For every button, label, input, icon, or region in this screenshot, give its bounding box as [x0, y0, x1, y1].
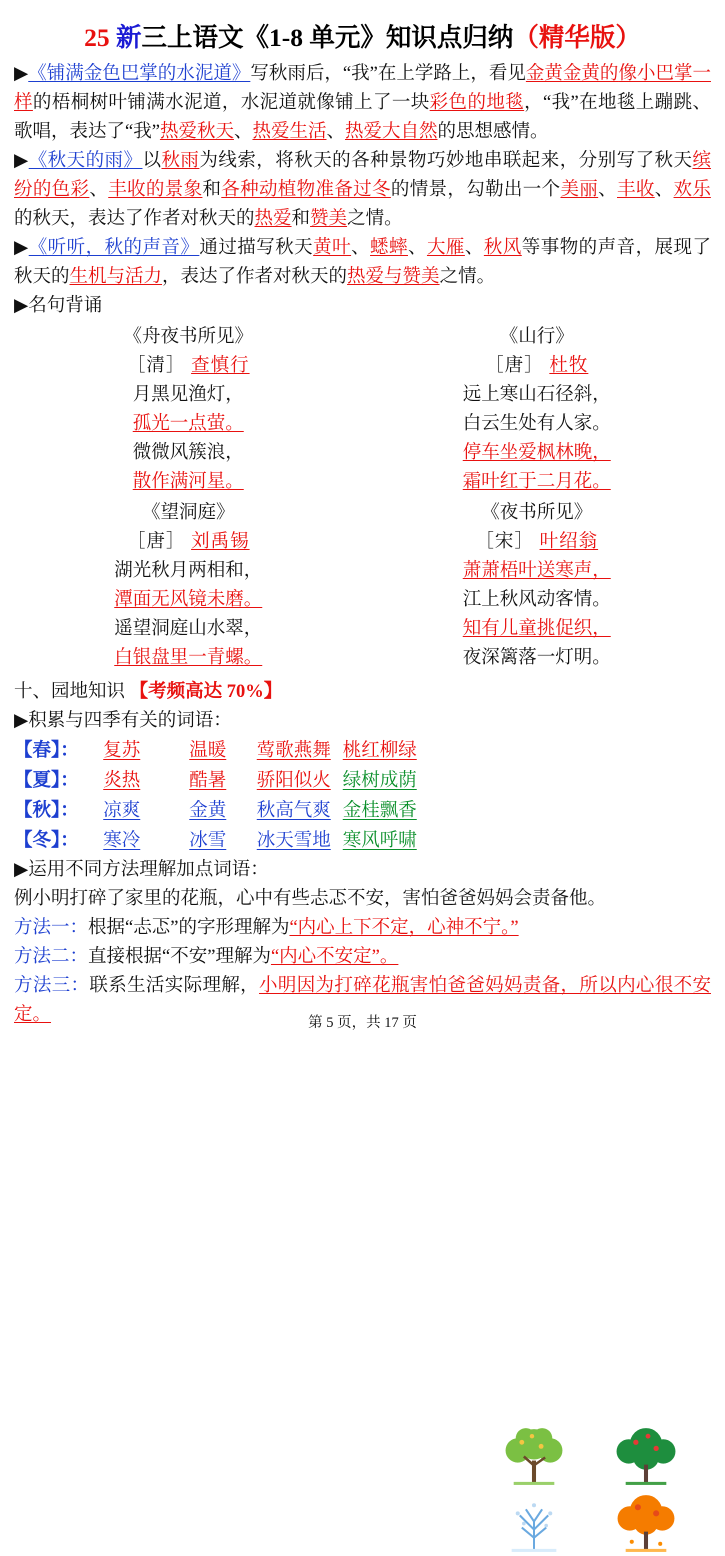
season-word: 莺歌燕舞	[256, 741, 331, 761]
text-segment: 热爱秋天	[159, 122, 234, 142]
tree-autumn-icon	[591, 1491, 701, 1556]
poem-title: 《望洞庭》	[141, 503, 235, 523]
poem-line: 散作满河星。	[132, 472, 244, 492]
poem-author-line	[363, 352, 712, 381]
title-part3: （精华版）	[513, 23, 641, 52]
tree-spring-icon	[479, 1424, 589, 1489]
text-segment: 、	[233, 122, 253, 142]
season-word: 绿树成荫	[342, 771, 417, 791]
recite-heading: ▶名句背诵	[14, 296, 103, 316]
poem-dynasty: 宋	[494, 532, 515, 552]
poems-row-2	[14, 499, 711, 673]
poem-line: 微微风簇浪，	[132, 443, 244, 463]
text-segment: 等事物的声音，展现了秋天的	[14, 238, 711, 287]
text-segment: 热爱大自然	[345, 122, 438, 142]
method-quoted: 小明因为打碎花瓶害怕爸爸妈妈责备，所以内心很不安定。	[14, 976, 711, 1025]
season-row	[14, 766, 711, 796]
text-segment: 、	[654, 180, 674, 200]
season-word: 寒风呼啸	[342, 831, 417, 851]
page-footer: 第 5 页，共 17 页	[308, 1015, 417, 1031]
bracket-close: ］	[514, 532, 534, 552]
methods-heading: ▶运用不同方法理解加点词语：	[14, 860, 269, 880]
text-segment: 蟋蟀	[370, 238, 408, 258]
poem-author: 杜牧	[549, 356, 589, 376]
text-segment: ，表达了作者对秋天的	[162, 267, 348, 287]
badge-close: 】	[263, 682, 283, 702]
poem-boat-night	[14, 323, 363, 497]
text-segment: 金黄金黄的	[525, 64, 619, 84]
method-label: 方法三：	[14, 976, 90, 996]
poem-dynasty: 唐	[504, 356, 525, 376]
text-segment: 丰收的景象	[108, 180, 203, 200]
season-row	[14, 736, 711, 766]
season-word: 桃红柳绿	[342, 741, 417, 761]
text-segment: 通过描写秋天	[199, 238, 314, 258]
section-10-title: 十、园地知识	[14, 682, 126, 702]
poem-line: 白云生处有人家。	[462, 414, 611, 434]
text-segment: 和	[291, 209, 311, 229]
document-page	[0, 18, 725, 1042]
poem-line: 霜叶红于二月花。	[462, 472, 611, 492]
text-segment: 、	[89, 180, 109, 200]
paragraph-autumn-sound	[14, 234, 711, 292]
season-word: 炎热	[103, 771, 141, 791]
text-segment: 和	[202, 180, 222, 200]
season-label: 【夏】：	[14, 771, 79, 791]
poem-title: 《夜书所见》	[481, 503, 593, 523]
tree-summer	[591, 1424, 701, 1489]
title-number: 25	[84, 23, 110, 52]
poem-line: 知有儿童挑促织，	[462, 619, 611, 639]
paragraph-cement-road	[14, 60, 711, 147]
poem-line: 远上寒山石径斜，	[462, 385, 611, 405]
poem-author: 叶绍翁	[539, 532, 599, 552]
method-text: 根据“忐忑”的字形理解为	[88, 918, 290, 938]
method-quoted: “内心不安定”。	[270, 947, 399, 967]
text-segment: 的梧桐树叶铺满水泥道，水泥道就像铺上了一块	[32, 93, 430, 113]
bracket-open: ［	[475, 532, 495, 552]
text-segment: ▶	[14, 238, 29, 258]
bracket-open: ［	[485, 356, 505, 376]
poem-author: 查慎行	[191, 356, 250, 376]
text-segment: 的思想感情。	[437, 122, 549, 142]
text-segment: 之情。	[439, 267, 496, 287]
poem-title: 《舟夜书所见》	[123, 327, 253, 347]
poem-author: 刘禹锡	[191, 532, 250, 552]
poem-line: 夜深篱落一灯明。	[462, 648, 611, 668]
tree-summer-icon	[591, 1424, 701, 1489]
season-word: 冰雪	[189, 831, 227, 851]
poem-line: 停车坐爱枫林晚，	[462, 443, 611, 463]
poems-row-1	[14, 323, 711, 497]
season-word: 复苏	[103, 741, 141, 761]
poem-line: 潭面无风镜未磨。	[114, 590, 263, 610]
page-title	[0, 18, 725, 54]
text-segment: 、	[464, 238, 484, 258]
season-word: 秋高气爽	[256, 801, 331, 821]
text-segment: 热爱与赞美	[347, 267, 440, 287]
four-season-trees-image	[479, 1424, 701, 1556]
season-word: 凉爽	[103, 801, 141, 821]
poem-dynasty: 唐	[146, 532, 166, 552]
text-segment: 秋雨	[161, 151, 200, 171]
season-row	[14, 826, 711, 856]
text-segment: 缤纷的色彩	[14, 151, 711, 200]
method-quoted: “内心上下不定，心神不宁。”	[289, 918, 519, 938]
text-segment: 的情景，勾勒出一个	[390, 180, 561, 200]
tree-spring	[479, 1424, 589, 1489]
method-line	[14, 943, 711, 972]
season-label: 【冬】：	[14, 831, 79, 851]
text-segment: 、	[326, 122, 345, 142]
text-segment: 之情。	[347, 209, 403, 229]
poem-author-line	[14, 528, 363, 557]
text-segment: 大雁	[426, 238, 465, 258]
text-segment: 生机与活力	[69, 267, 163, 287]
tree-autumn	[591, 1491, 701, 1556]
poem-line: 遥望洞庭山水翠，	[114, 619, 263, 639]
poem-mountain-trip	[363, 323, 712, 497]
text-segment: ▶	[14, 64, 29, 84]
bracket-open: ［	[126, 356, 147, 376]
text-segment: ，“我”在地毯上蹦跳、歌唱，表达了“我”	[14, 93, 711, 142]
text-segment: 秋风	[483, 238, 522, 258]
text-segment: ▶	[14, 151, 29, 171]
text-segment: 像小巴掌一样	[14, 64, 711, 113]
text-segment: 的秋天，表达了作者对秋天的	[14, 209, 255, 229]
poem-line: 江上秋风动客情。	[462, 590, 611, 610]
title-part2: 三上语文《1-8 单元》知识点归纳	[141, 23, 514, 52]
poem-line: 萧萧梧叶送寒声，	[462, 561, 611, 581]
text-segment: 丰收	[617, 180, 655, 200]
text-segment: 《听听，秋的声音》	[28, 238, 200, 258]
tree-winter-icon	[479, 1491, 589, 1556]
bracket-close: ］	[524, 356, 544, 376]
season-sub-heading: ▶积累与四季有关的词语：	[14, 711, 232, 731]
season-label: 【秋】：	[14, 801, 79, 821]
title-part1: 新	[115, 23, 142, 52]
bracket-close: ］	[165, 356, 186, 376]
section-10-heading	[14, 677, 711, 707]
document-body	[0, 60, 725, 1030]
poem-line: 孤光一点萤。	[132, 414, 244, 434]
text-segment: 以	[142, 151, 162, 171]
status-badge: 考频高达 70%	[148, 682, 264, 702]
poem-title: 《山行》	[499, 327, 574, 347]
text-segment: 美丽	[560, 180, 599, 200]
paragraph-autumn-rain	[14, 147, 711, 234]
text-segment: 、	[407, 238, 427, 258]
season-word: 寒冷	[103, 831, 141, 851]
poem-dynasty: 清	[146, 356, 166, 376]
poem-night-book	[363, 499, 712, 673]
poem-dongting	[14, 499, 363, 673]
methods-example: 例小明打碎了家里的花瓶，心中有些忐忑不安，害怕爸爸妈妈会责备他。	[14, 889, 607, 909]
text-segment: 热爱	[254, 209, 292, 229]
method-text: 直接根据“不安”理解为	[88, 947, 271, 967]
season-word: 冰天雪地	[256, 831, 331, 851]
poem-author-line	[14, 352, 363, 381]
text-segment: 《秋天的雨》	[28, 151, 143, 171]
poem-line: 白银盘里一青螺。	[114, 648, 263, 668]
method-label: 方法一：	[14, 918, 89, 938]
season-word: 温暖	[189, 741, 227, 761]
text-segment: 欢乐	[673, 180, 711, 200]
text-segment: 为线索，将秋天的各种景物巧妙地串联起来，分别写了秋天	[199, 151, 693, 171]
method-text: 联系生活实际理解，	[89, 976, 260, 996]
method-label: 方法二：	[14, 947, 89, 967]
season-word: 骄阳似火	[256, 771, 331, 791]
text-segment: 各种动植物准备过冬	[221, 180, 391, 200]
text-segment: 热爱生活	[252, 122, 327, 142]
text-segment: 、	[598, 180, 617, 200]
poem-line: 湖光秋月两相和，	[114, 561, 263, 581]
bracket-open: ［	[126, 532, 147, 552]
text-segment: 写秋雨后，“我”在上学路上，看见	[250, 64, 526, 84]
season-word: 金黄	[189, 801, 227, 821]
text-segment: 《铺满金色巴掌的水泥道》	[28, 64, 251, 84]
season-word: 酷暑	[189, 771, 227, 791]
text-segment: 赞美	[310, 209, 348, 229]
text-segment: 彩色的地毯	[429, 93, 525, 113]
text-segment: 、	[351, 238, 371, 258]
tree-winter	[479, 1491, 589, 1556]
poem-line: 月黑见渔灯，	[132, 385, 244, 405]
method-line	[14, 914, 711, 943]
bracket-close: ］	[165, 532, 186, 552]
poem-author-line	[363, 528, 712, 557]
text-segment: 黄叶	[313, 238, 352, 258]
badge-open: 【	[129, 682, 149, 702]
season-label: 【春】：	[14, 741, 79, 761]
season-word: 金桂飘香	[342, 801, 417, 821]
season-row	[14, 796, 711, 826]
season-words-block	[14, 736, 711, 856]
